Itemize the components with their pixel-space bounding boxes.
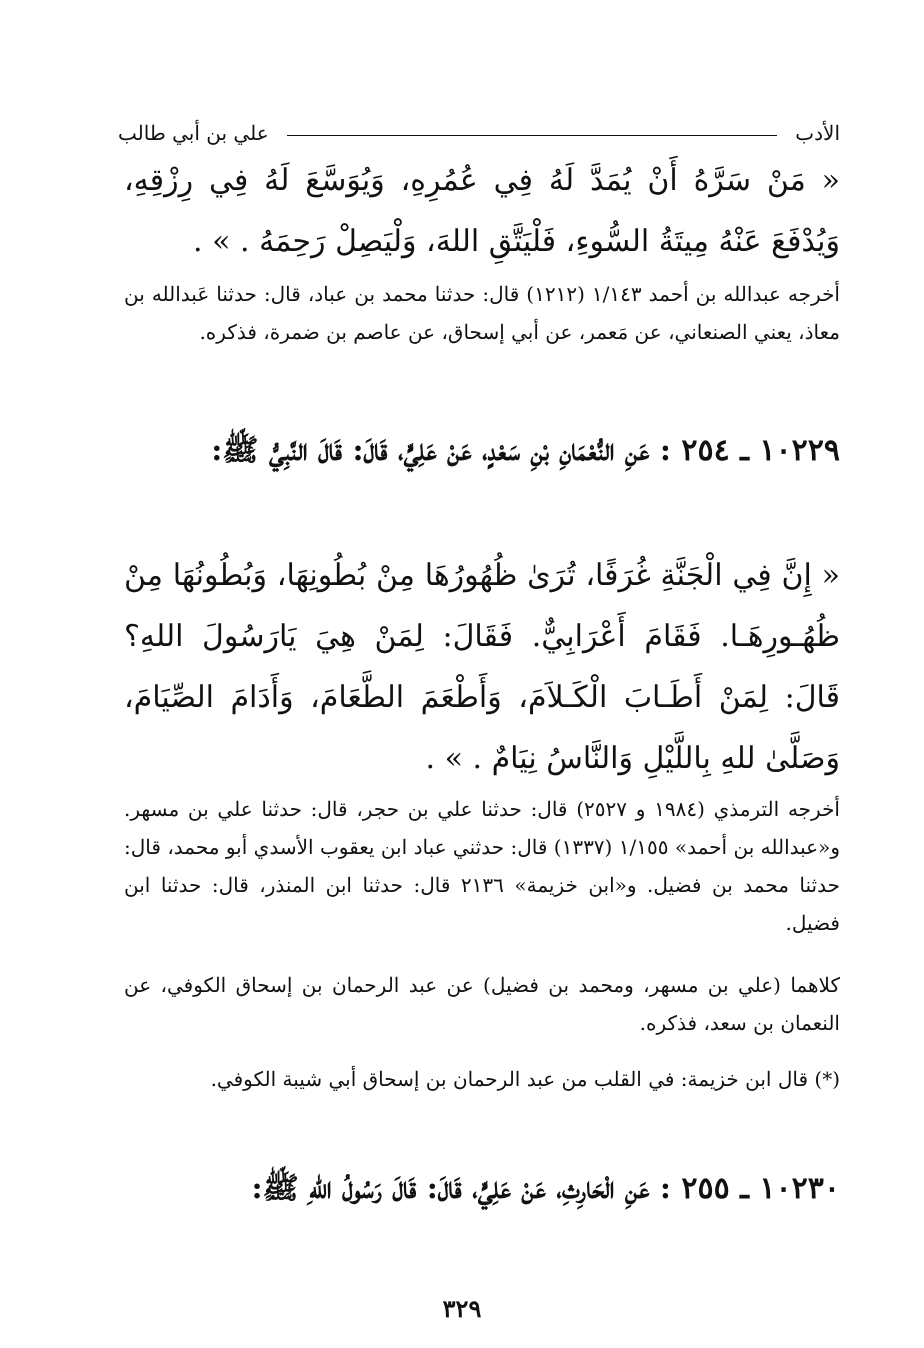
hadith-text: « إِنَّ فِي الْجَنَّةِ غُرَفًا، تُرَىٰ ظُهُورُهَا مِنْ بُطُونِهَا، وَبُطُونُهَا مِنْ ظُهُـورِهَـا. فَقَامَ أَعْرَابِيٌّ. فَقَالَ: لِمَنْ هِيَ يَارَسُولَ اللهِ؟ قَالَ: لِمَنْ أَطَـابَ الْكَـلاَمَ، وَأَطْعَمَ الطَّعَامَ، وَأَدَامَ الصِّيَامَ، وَصَلَّىٰ للهِ بِاللَّيْلِ وَالنَّاسُ نِيَامٌ . » . — [124, 558, 840, 776]
takhrij-note: كلاهما (علي بن مسهر، ومحمد بن فضيل) عن عبد الرحمان بن إسحاق الكوفي، عن النعمان بن سعد، فذكره. — [124, 973, 840, 1035]
hadith-heading: ١٠٢٣٠ ـ ٢٥٥ : عَنِ الْحَارِثِ، عَنْ عَلِيٍّ، قَالَ: قَالَ رَسُولُ اللهِ ﷺ: — [251, 1171, 840, 1206]
header-section-title: الأدب — [795, 121, 840, 145]
header-rule — [287, 135, 778, 136]
page-number: ٣٢٩ — [442, 1294, 482, 1323]
footnote: (*) قال ابن خزيمة: في القلب من عبد الرحمان بن إسحاق أبي شيبة الكوفي. — [210, 1067, 840, 1091]
hadith-text: « مَنْ سَرَّهُ أَنْ يُمَدَّ لَهُ فِي عُمُرِهِ، وَيُوَسَّعَ لَهُ فِي رِزْقِهِ، وَيُدْفَعَ عَنْهُ مِيتَةُ السُّوءِ، فَلْيَتَّقِ اللهَ، وَلْيَصِلْ رَحِمَهُ . » . — [124, 163, 840, 259]
hadith-heading: ١٠٢٢٩ ـ ٢٥٤ : عَنِ النُّعْمَانِ بْنِ سَعْدٍ، عَنْ عَلِيٍّ، قَالَ: قَالَ النَّبِيُّ ﷺ: — [211, 433, 840, 468]
header-author-title: علي بن أبي طالب — [118, 121, 269, 145]
running-header — [118, 103, 840, 143]
takhrij-note: أخرجه عبدالله بن أحمد ١/١٤٣ (١٢١٢) قال: حدثنا محمد بن عباد، قال: حدثنا عَبدالله بن معاذ، يعني الصنعاني، عن مَعمر، عن أبي إسحاق، عن عاصم بن ضمرة، فذكره. — [124, 282, 840, 344]
takhrij-note: أخرجه الترمذي (١٩٨٤ و ٢٥٢٧) قال: حدثنا علي بن حجر، قال: حدثنا علي بن مسهر. و«عبدالله بن أحمد» ١/١٥٥ (١٣٣٧) قال: حدثني عباد ابن يعقوب الأسدي أبو محمد، قال: حدثنا محمد بن فضيل. و«ابن خزيمة» ٢١٣٦ قال: حدثنا ابن المنذر، قال: حدثنا ابن فضيل. — [124, 797, 841, 935]
